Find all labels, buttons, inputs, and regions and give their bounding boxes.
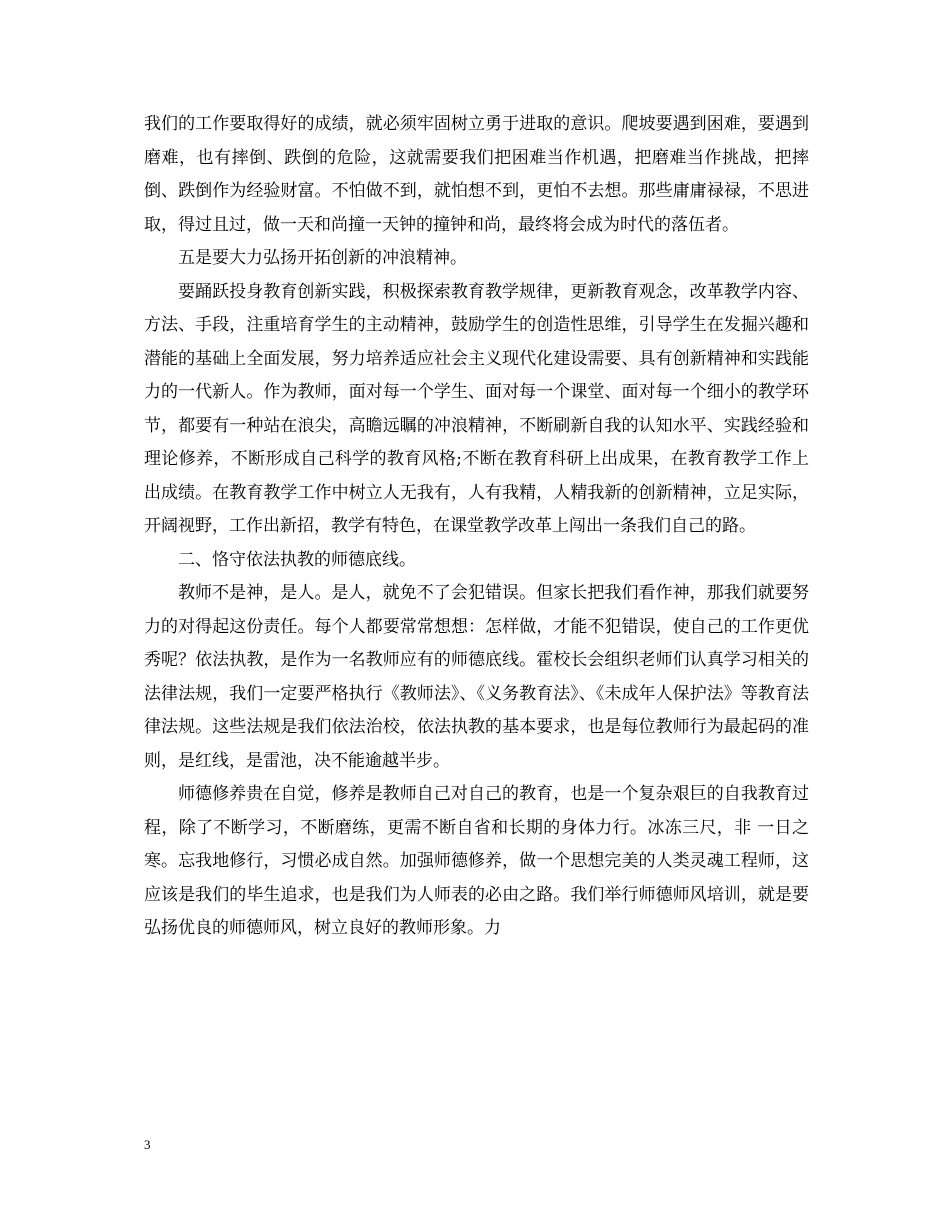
page-number: 3 <box>144 1137 151 1152</box>
paragraph-law: 教师不是神，是人。是人，就免不了会犯错误。但家长把我们看作神，那我们就要努力的对得起这份责任。每个人都要常常想想：怎样做，才能不犯错误，使自己的工作更优秀呢？依法执教，是作为一名教师应有的师德底线。霍校长会组织老师们认真学习相关的法律法规，我们一定要严格执行《教师法》、《义务教育法》、《未成年人保护法》等教育法律法规。这些法规是我们依法治校，依法执教的基本要求，也是每位教师行为最起码的准则，是红线，是雷池，决不能逾越半步。 <box>144 583 809 771</box>
heading-point-five: 五是要大力弘扬开拓创新的冲浪精神。 <box>178 248 467 268</box>
document-body <box>144 108 809 946</box>
heading-section-two: 二、恪守依法执教的师德底线。 <box>178 549 416 570</box>
paragraph-self-cultivation: 师德修养贵在自觉，修养是教师自己对自己的教育，也是一个复杂艰巨的自我教育过程，除了不断学习，不断磨练，更需不断自省和长期的身体力行。冰冻三尺，非 一日之寒。忘我地修行，习惯必成自然。加强师德修养，做一个思想完美的人类灵魂工程师，这应该是我们的毕生追求，也是我们为人师表的必由之路。我们举行师德师风培训，就是要弘扬优良的师德师风，树立良好的教师形象。力 <box>144 784 809 938</box>
paragraph-1: 我们的工作要取得好的成绩，就必须牢固树立勇于进取的意识。爬坡要遇到困难，要遇到磨难，也有摔倒、跌倒的危险，这就需要我们把困难当作机遇，把磨难当作挑战，把摔倒、跌倒作为经验财富。不怕做不到，就怕想不到，更怕不去想。那些庸庸禄禄，不思进取，得过且过，做一天和尚撞一天钟的撞钟和尚，最终将会成为时代的落伍者。 <box>144 114 809 235</box>
paragraph-innovation: 要踊跃投身教育创新实践，积极探索教育教学规律，更新教育观念，改革教学内容、方法、手段，注重培育学生的主动精神，鼓励学生的创造性思维，引导学生在发掘兴趣和潜能的基础上全面发展，努力培养适应社会主义现代化建设需要、具有创新精神和实践能力的一代新人。作为教师，面对每一个学生、面对每一个课堂、面对每一个细小的教学环节，都要有一种站在浪尖，高瞻远瞩的冲浪精神，不断刷新自我的认知水平、实践经验和理论修养，不断形成自己科学的教育风格;不断在教育科研上出成果，在教育教学工作上出成绩。在教育教学工作中树立人无我有，人有我精，人精我新的创新精神，立足实际，开阔视野，工作出新招，教学有特色，在课堂教学改革上闯出一条我们自己的路。 <box>144 281 809 536</box>
